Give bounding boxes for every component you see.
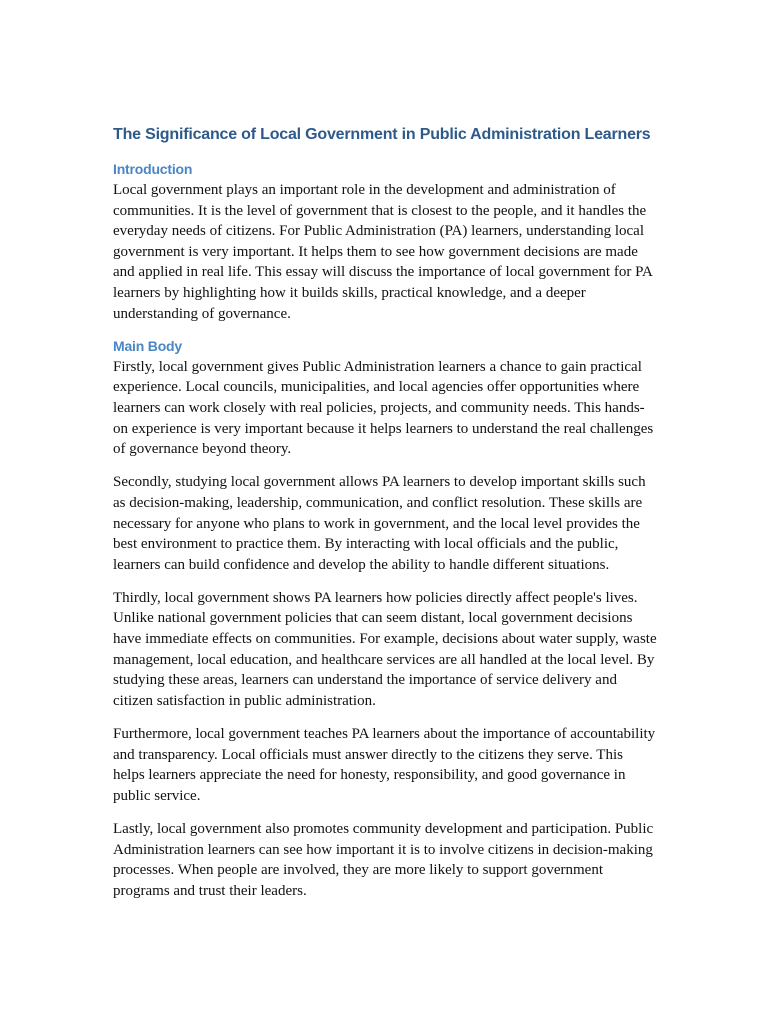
section-heading-introduction: Introduction (113, 161, 193, 177)
document-page (113, 124, 658, 914)
paragraph-furthermore: Furthermore, local government teaches PA learners about the importance of accountability and transparency. Local officials must answer directly to the citizens they serve. This helps learners appreciate the need for honesty, responsibility, and good governance in public service. (113, 726, 656, 804)
paragraph-firstly: Firstly, local government gives Public Administration learners a chance to gain practical experience. Local councils, municipalities, and local agencies offer opportunities where learners can work closely with real policies, projects, and community needs. This hands-on experience is very important because it helps learners to understand the real challenges of governance beyond theory. (113, 358, 654, 458)
paragraph-introduction: Local government plays an important role in the development and administration of communities. It is the level of government that is closest to the people, and it handles the everyday needs of citizens. For Public Administration (PA) learners, understanding local government is very important. It helps them to see how government decisions are made and applied in real life. This essay will discuss the importance of local government for PA learners by highlighting how it builds skills, practical knowledge, and a deeper understanding of governance. (113, 182, 653, 322)
section-heading-main-body: Main Body (113, 337, 182, 354)
paragraph-secondly: Secondly, studying local government allows PA learners to develop important skills such as decision-making, leadership, communication, and conflict resolution. These skills are necessary for anyone who plans to work in government, and the local level provides the best environment to practice them. By interacting with local officials and the public, learners can build confidence and develop the ability to handle different situations. (113, 474, 646, 573)
paragraph-lastly: Lastly, local government also promotes community development and participation. Public Administration learners can see how important it is to involve citizens in decision-making processes. When people are involved, they are more likely to support government programs and trust their leaders. (113, 821, 654, 899)
section-main-body (113, 337, 658, 902)
section-introduction (113, 160, 658, 324)
paragraph-thirdly: Thirdly, local government shows PA learners how policies directly affect people's lives. Unlike national government policies that can seem distant, local government decisions have immediate effects on communities. For example, decisions about water supply, waste management, local education, and healthcare services are all handled at the local level. By studying these areas, learners can understand the importance of service delivery and citizen satisfaction in public administration. (113, 589, 657, 709)
document-title: The Significance of Local Government in Public Administration Learners (113, 126, 651, 143)
